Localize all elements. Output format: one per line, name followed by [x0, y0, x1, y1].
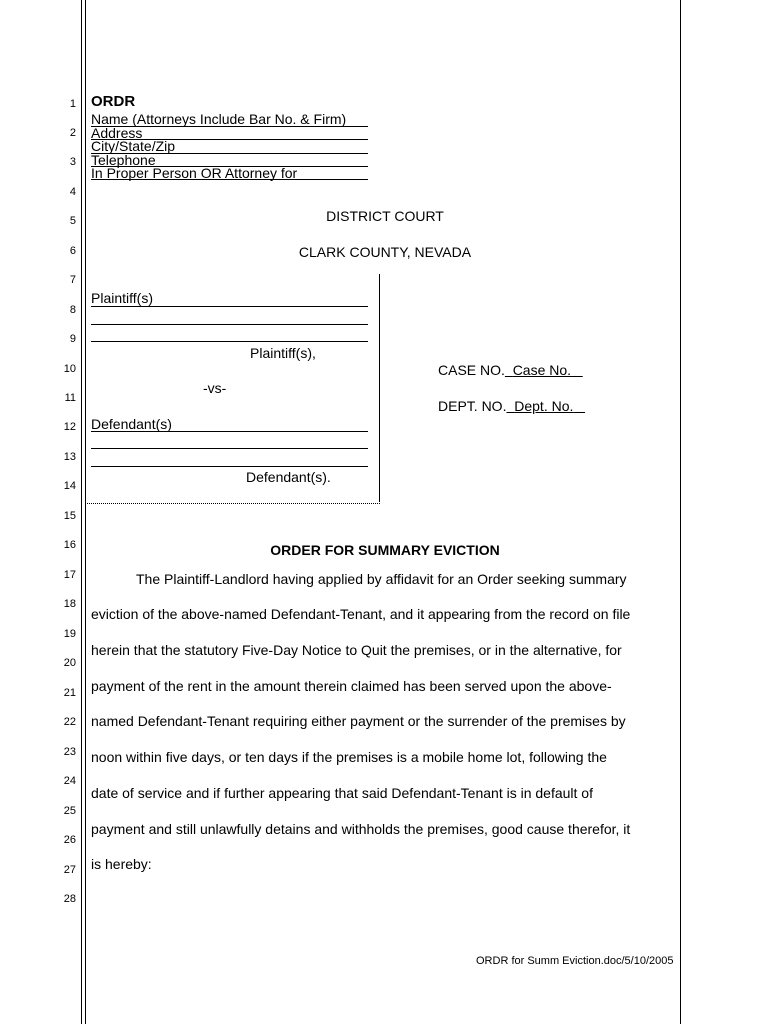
- order-paragraph-line: named Defendant-Tenant requiring either payment or the surrender of the premises by: [91, 713, 626, 729]
- line-number: 5: [69, 215, 76, 227]
- line-number: 3: [69, 156, 76, 168]
- line-number: 23: [63, 746, 76, 758]
- case-no-value: Case No.: [512, 362, 572, 378]
- underline: [91, 448, 368, 449]
- city-state-zip-line: City/State/Zip: [91, 138, 176, 154]
- dept-no-value: Dept. No.: [514, 398, 574, 414]
- order-paragraph-line: eviction of the above-named Defendant-Tenant, and it appearing from the record on file: [91, 606, 631, 622]
- address-line: Address: [91, 125, 143, 141]
- order-paragraph-line: herein that the statutory Five-Day Notice to Quit the premises, or in the alternative, for: [91, 642, 622, 658]
- order-paragraph-line: payment and still unlawfully detains and withholds the premises, good cause therefor, it: [91, 821, 631, 837]
- underline: [91, 431, 368, 432]
- line-number: 14: [63, 480, 76, 492]
- underline: [91, 341, 368, 342]
- versus: -vs-: [203, 380, 227, 396]
- line-number: 10: [63, 363, 76, 375]
- line-number: 18: [63, 598, 76, 610]
- line-number: 26: [63, 834, 76, 846]
- left-margin-rule-inner: [85, 0, 86, 1024]
- court-county: CLARK COUNTY, NEVADA: [298, 244, 472, 260]
- line-number: 22: [63, 716, 76, 728]
- order-paragraph-line: payment of the rent in the amount therein claimed has been served upon the above-: [91, 678, 612, 694]
- order-paragraph-line: The Plaintiff-Landlord having applied by affidavit for an Order seeking summary: [136, 571, 627, 587]
- line-number: 19: [63, 628, 76, 640]
- order-paragraph-line: noon within five days, or ten days if the premises is a mobile home lot, following the: [91, 749, 607, 765]
- case-number: [438, 362, 583, 378]
- line-number: 24: [63, 775, 76, 787]
- line-number: 1: [69, 98, 76, 110]
- line-number: 12: [63, 421, 76, 433]
- line-number: 4: [69, 186, 76, 198]
- order-title: ORDER FOR SUMMARY EVICTION: [270, 542, 500, 558]
- caption-divider: [379, 274, 380, 502]
- proper-person-line: In Proper Person OR Attorney for: [91, 165, 298, 181]
- line-number: 15: [63, 510, 76, 522]
- underline: [91, 466, 368, 467]
- underline: [91, 179, 368, 180]
- line-number: 17: [63, 569, 76, 581]
- underline: [91, 324, 368, 325]
- dept-number: [438, 398, 585, 414]
- line-number: 21: [63, 687, 76, 699]
- line-number: 20: [63, 657, 76, 669]
- line-number: 16: [63, 539, 76, 551]
- plaintiff-label: Plaintiff(s): [91, 290, 153, 306]
- doc-code: ORDR: [91, 93, 136, 110]
- line-number: 11: [64, 392, 76, 404]
- court-name: DISTRICT COURT: [326, 208, 444, 224]
- order-paragraph-line: is hereby:: [91, 856, 152, 872]
- dept-no-label: DEPT. NO.: [438, 398, 507, 414]
- line-number: 9: [69, 333, 76, 345]
- attorney-name-line: Name (Attorneys Include Bar No. & Firm): [91, 111, 347, 127]
- case-no-label: CASE NO.: [438, 362, 505, 378]
- footer-filename: ORDR for Summ Eviction.doc/5/10/2005: [476, 955, 674, 967]
- line-number: 28: [63, 893, 76, 905]
- line-number: 7: [69, 274, 76, 286]
- defendant-label: Defendant(s): [91, 416, 172, 432]
- underline: [91, 306, 368, 307]
- line-number: 27: [63, 864, 76, 876]
- plaintiff-role: Plaintiff(s),: [250, 345, 316, 361]
- line-number: 25: [63, 805, 76, 817]
- line-number: 8: [69, 304, 76, 316]
- right-margin-rule: [680, 0, 681, 1024]
- line-number: 6: [69, 245, 76, 257]
- defendant-role: Defendant(s).: [246, 469, 331, 485]
- left-margin-rule: [81, 0, 82, 1024]
- line-number: 2: [69, 127, 76, 139]
- order-paragraph-line: date of service and if further appearing that said Defendant-Tenant is in default of: [91, 785, 593, 801]
- telephone-line: Telephone: [91, 152, 156, 168]
- line-number: 13: [63, 451, 76, 463]
- caption-bottom-rule: [85, 503, 380, 504]
